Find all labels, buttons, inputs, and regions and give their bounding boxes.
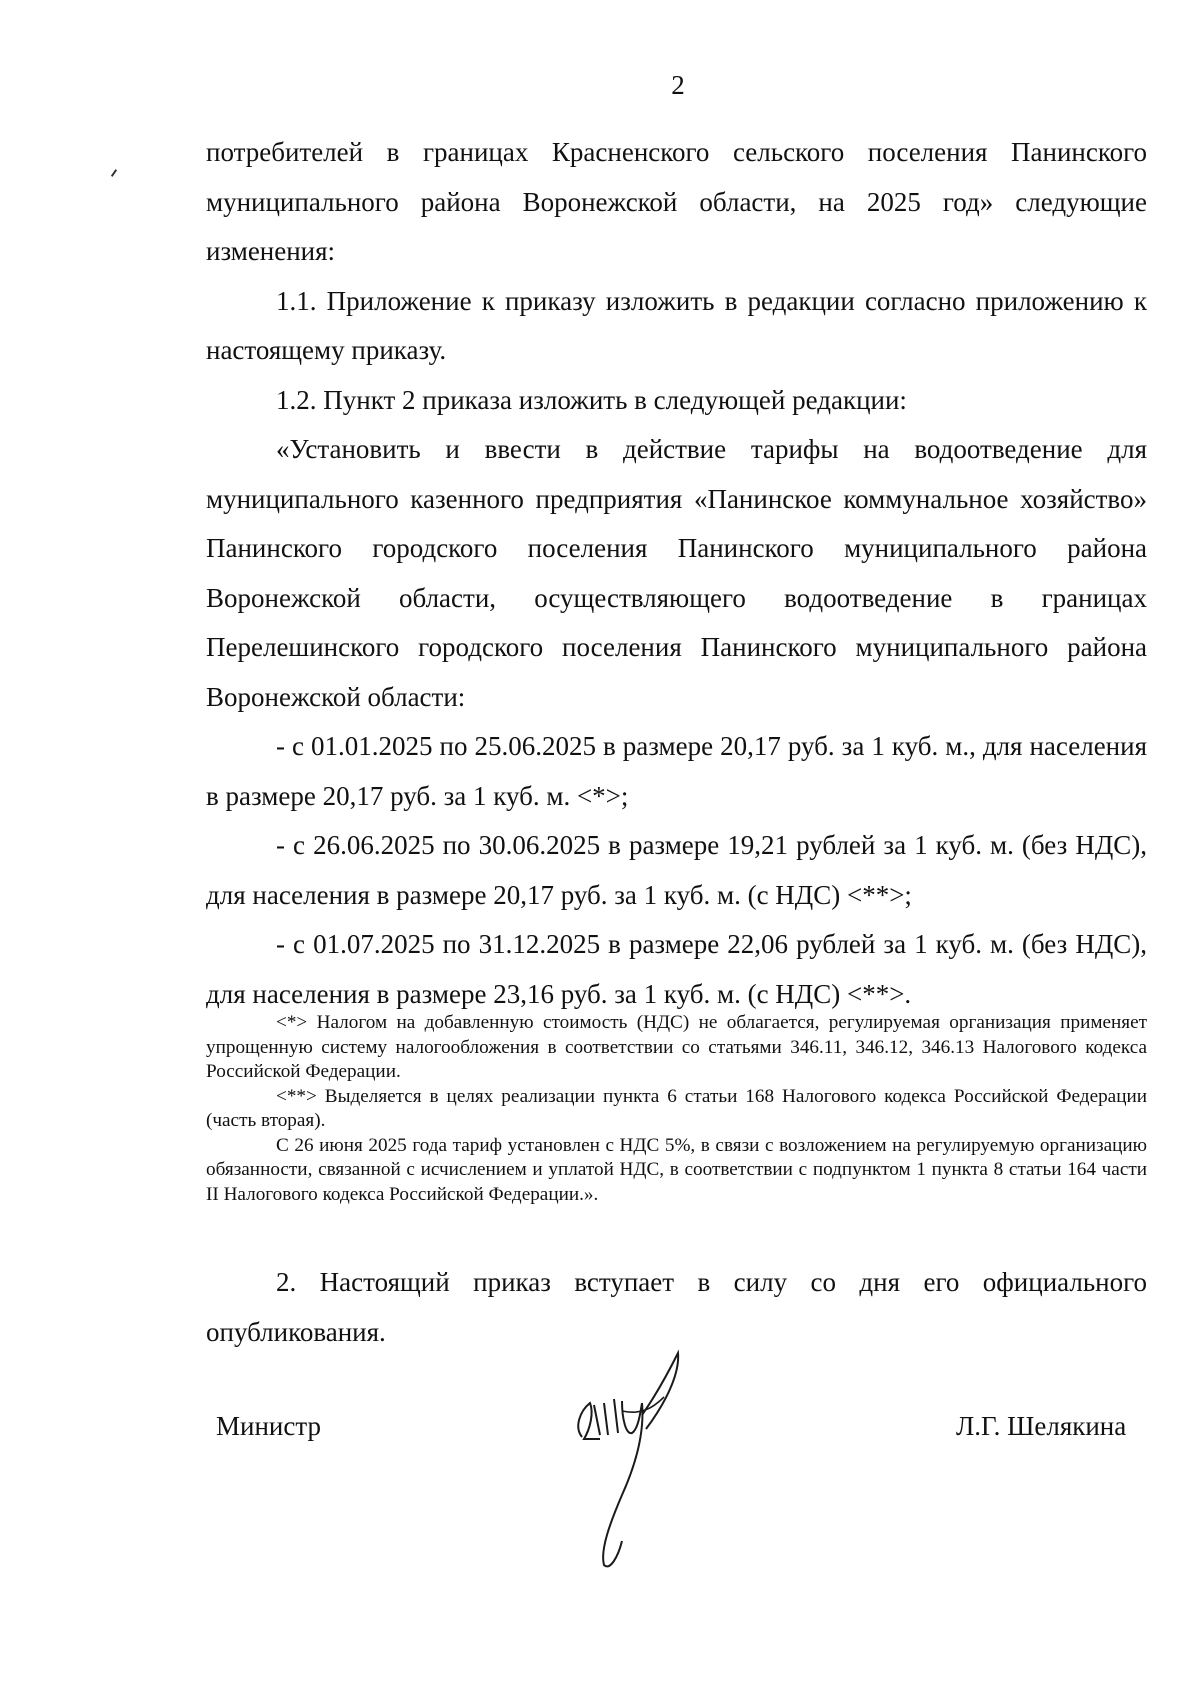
signature-block <box>0 1395 1200 1615</box>
tariff-paragraph-3: - с 01.07.2025 по 31.12.2025 в размере 22,06 рублей за 1 куб. м. (без НДС), для населения в размере 23,16 руб. за 1 куб. м. (с НДС) <**>. <box>206 929 1147 1009</box>
item-2-paragraph: 2. Настоящий приказ вступает в силу со дня его официального опубликования. <box>206 1267 1147 1347</box>
footnote-2: <**> Выделяется в целях реализации пункта 6 статьи 168 Налогового кодекса Российской Федерации (часть вторая). <box>206 1085 1147 1131</box>
signer-name: Л.Г. Шелякина <box>956 1411 1127 1441</box>
scan-mark <box>111 169 117 177</box>
intro-paragraph: потребителей в границах Красненского сельского поселения Панинского муниципального района Воронежской области, на 2025 год» следующие изменения: <box>206 137 1147 266</box>
signer-position: Министр <box>216 1411 321 1441</box>
footnotes <box>206 1011 1147 1207</box>
handwritten-signature <box>560 1345 720 1575</box>
quote-paragraph: «Установить и ввести в действие тарифы на водоотведение для муниципального казенного предприятия «Панинское коммунальное хозяйство» Панинского городского поселения Панинского муниципального района Воронежской области, осуществляющего водоотведение в границах Перелешинского городского поселения Панинского муниципального района Воронежской области: <box>206 434 1147 712</box>
footnote-1: <*> Налогом на добавленную стоимость (НДС) не облагается, регулируемая организация применяет упрощенную систему налогообложения в соответствии со статьями 346.11, 346.12, 346.13 Налогового кодекса Российской Федерации. <box>206 1012 1147 1082</box>
final-section <box>206 1258 1147 1357</box>
page-number: 2 <box>671 70 685 100</box>
item-1-2-paragraph: 1.2. Пункт 2 приказа изложить в следующей редакции: <box>276 384 907 415</box>
item-1-1-paragraph: 1.1. Приложение к приказу изложить в редакции согласно приложению к настоящему приказу. <box>206 285 1147 365</box>
tariff-paragraph-2: - с 26.06.2025 по 30.06.2025 в размере 19,21 рублей за 1 куб. м. (без НДС), для населения в размере 20,17 руб. за 1 куб. м. (с НДС) <**>; <box>206 830 1147 910</box>
footnote-3: С 26 июня 2025 года тариф установлен с НДС 5%, в связи с возложением на регулируемую организацию обязанности, связанной с исчислением и уплатой НДС, в соответствии с подпунктом 1 пункта 8 статьи 164 части II Налогового кодекса Российской Федерации.». <box>206 1134 1147 1205</box>
tariff-paragraph-1: - с 01.01.2025 по 25.06.2025 в размере 20,17 руб. за 1 куб. м., для населения в размере 20,17 руб. за 1 куб. м. <*>; <box>206 731 1147 811</box>
document-body <box>206 128 1147 1019</box>
